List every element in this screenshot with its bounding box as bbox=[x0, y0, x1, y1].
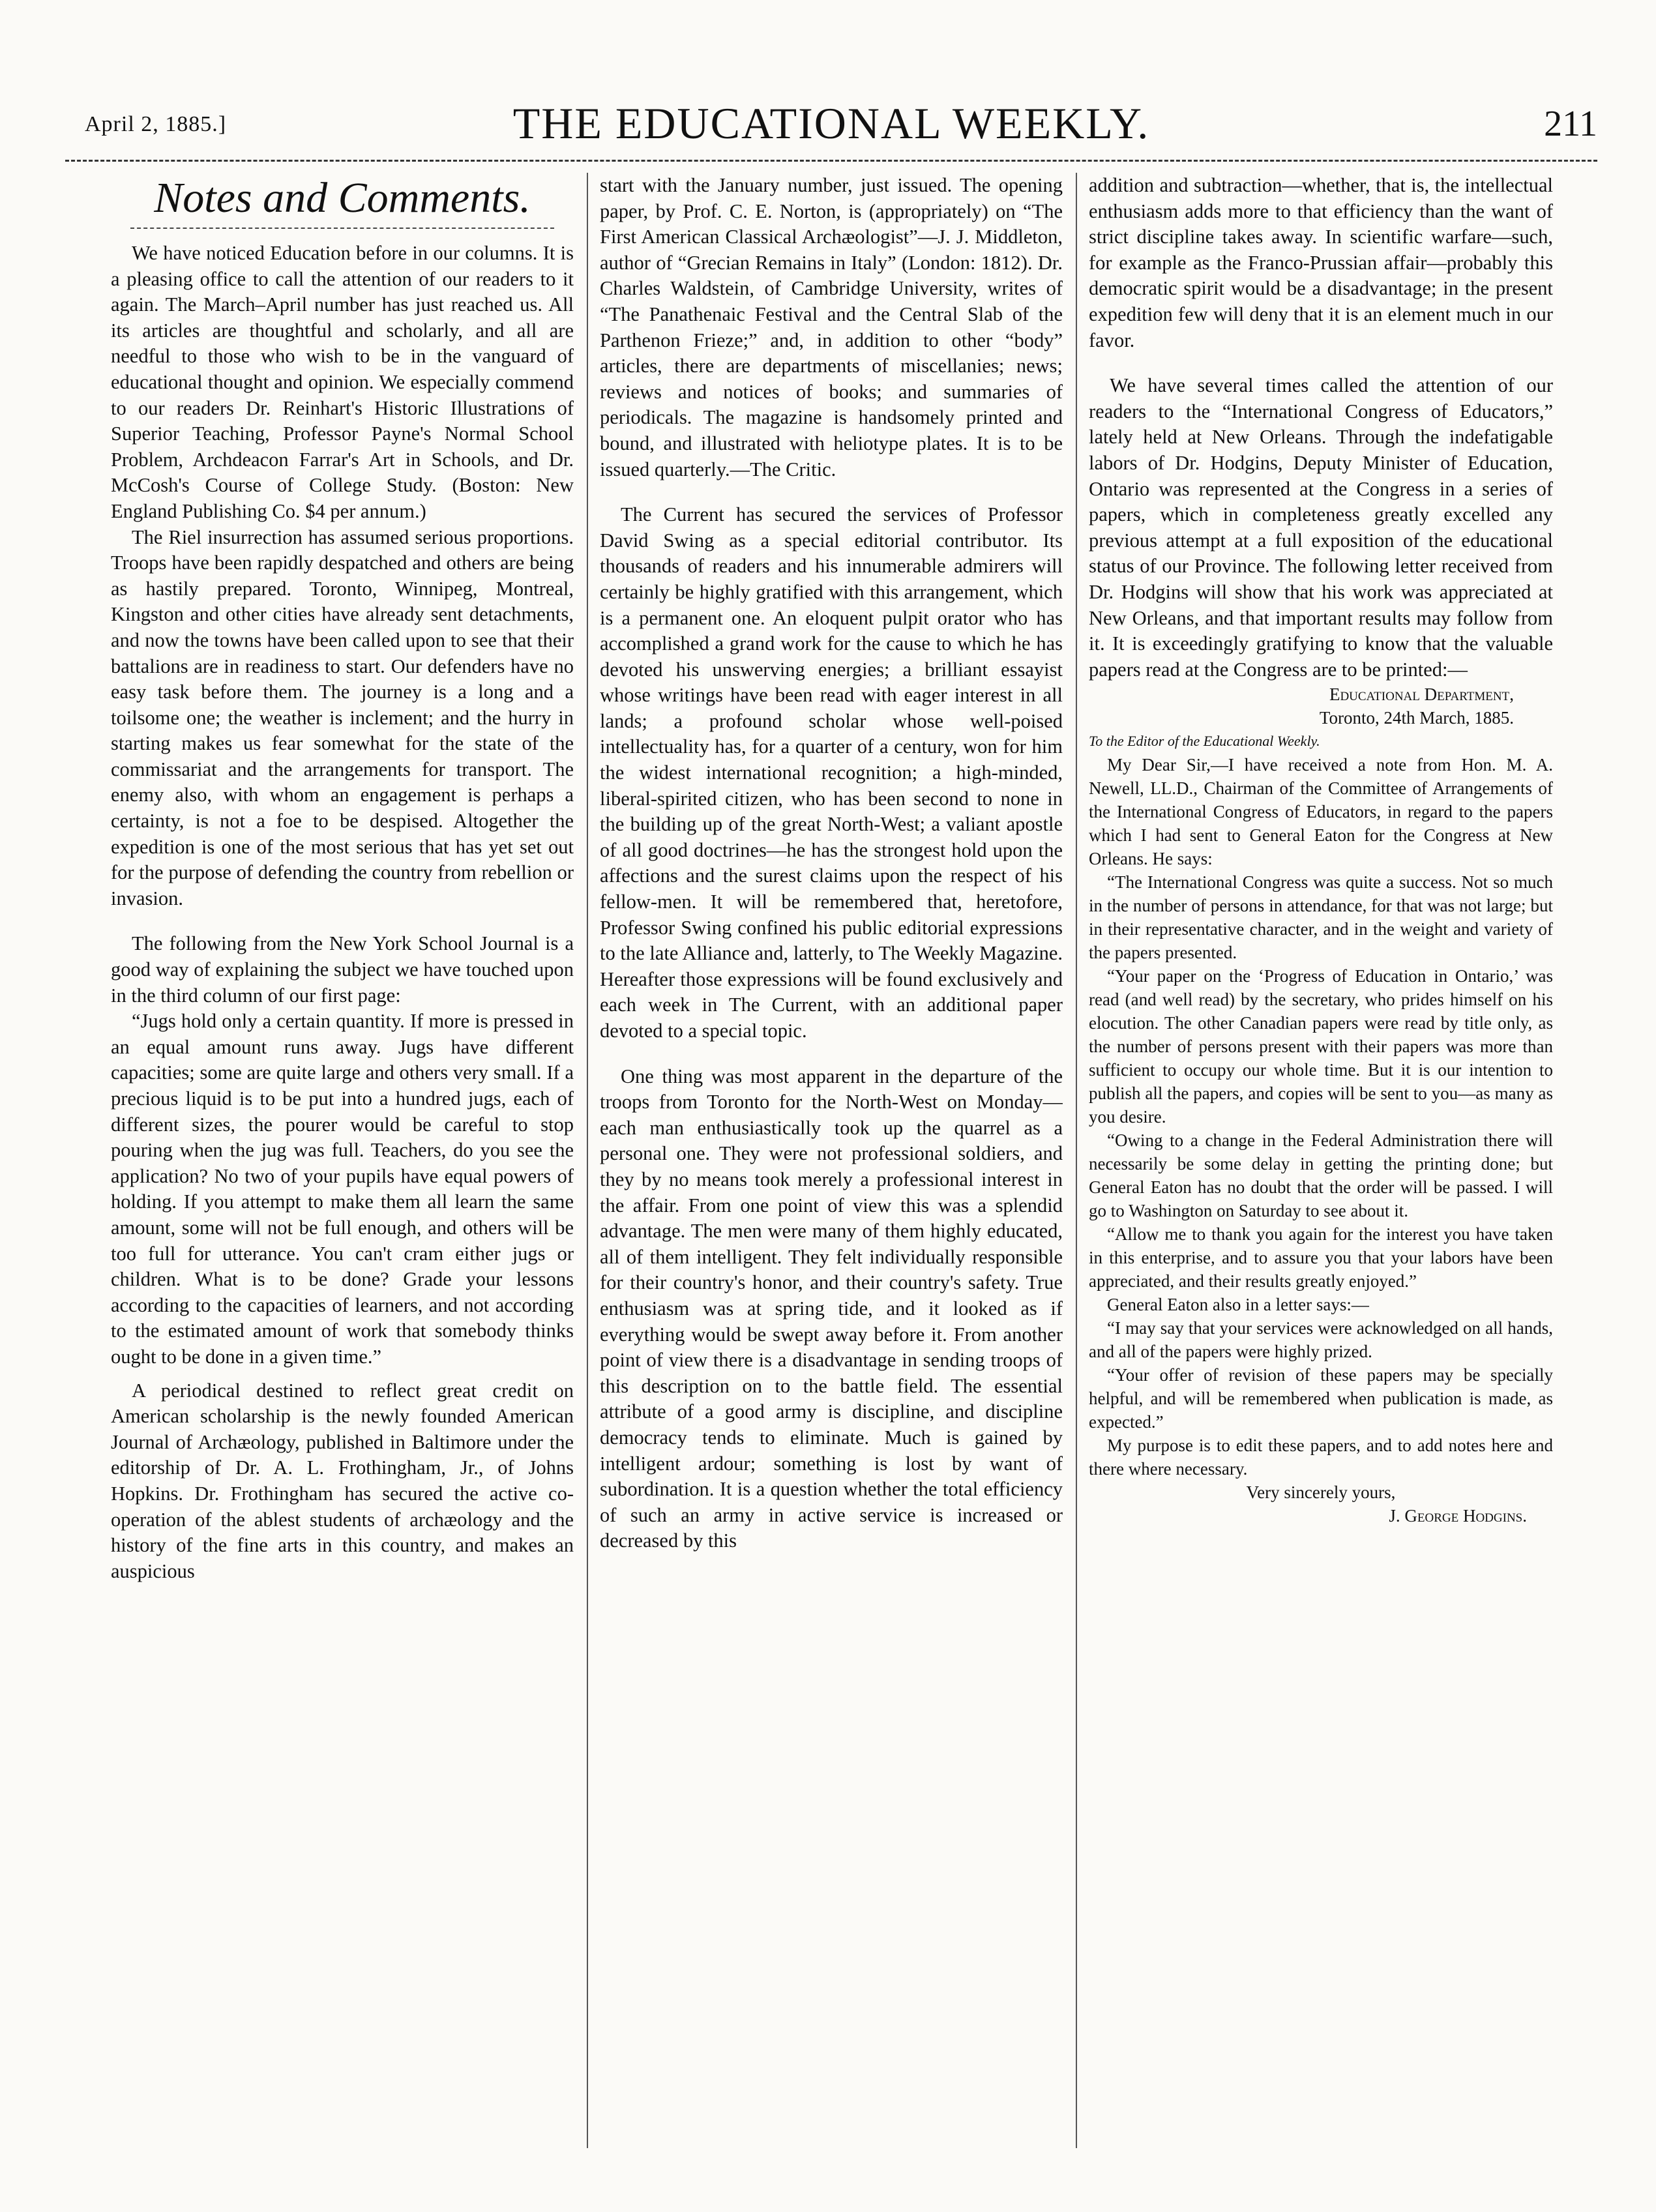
paragraph: We have noticed Education before in our columns. It is a pleasing office to call the attention of our readers to it again. The March–April number has just reached us. All its articles are thoughtful and scholarly, and all are needful to those who wish to be in the vanguard of educational thought and opinion. We especially commend to our readers Dr. Reinhart's Historic Illustrations of Superior Teaching, Professor Payne's Normal School Problem, Archdeacon Farrar's Art in Schools, and Dr. McCosh's Course of College Study. (Boston: New England Publishing Co. $4 per annum.) bbox=[111, 242, 574, 522]
letter-paragraph: General Eaton also in a letter says:— bbox=[1107, 1295, 1369, 1315]
title-rule bbox=[130, 228, 554, 229]
page-number: 211 bbox=[1544, 104, 1597, 144]
paragraph: addition and subtraction—whether, that is, the intellectual enthusiasm adds more to that efficiency than the want of strict discipline takes away. In scientific warfare—such, for example as the Franco-Prussian affair—probably this democratic spirit would be a disadvantage; in the present expedition few will deny that it is an element much in our favor. bbox=[1089, 174, 1553, 351]
letter-paragraph: “The International Congress was quite a success. Not so much in the number of persons in attendance, for that was not large; but in their representative character, and in the weight and variety of the papers presented. bbox=[1089, 872, 1553, 963]
letter-paragraph: “Your paper on the ‘Progress of Education in Ontario,’ was read (and well read) by the secretary, who prides himself on his elocution. The other Canadian papers were read by title only, as the number of persons present with their papers was more than sufficient to occupy our whole time. But it is our intention to publish all the papers, and copies will be sent to you—as many as you desire. bbox=[1089, 966, 1553, 1127]
letter-paragraph: “Your offer of revision of these papers may be specially helpful, and will be remembered when publication is made, as expected.” bbox=[1089, 1365, 1553, 1432]
column-divider bbox=[587, 173, 588, 2148]
letter-paragraph: “Allow me to thank you again for the interest you have taken in this enterprise, and to assure you that your labors have been appreciated, and their results greatly enjoyed.” bbox=[1089, 1224, 1553, 1291]
letter-closing: Very sincerely yours, bbox=[1246, 1482, 1396, 1503]
column-divider bbox=[1076, 173, 1077, 2148]
letter-signature: J. George Hodgins. bbox=[1389, 1506, 1527, 1526]
section-title: Notes and Comments. bbox=[154, 174, 531, 222]
paragraph: A periodical destined to reflect great credit on American scholarship is the newly founded American Journal of Archæology, published in Baltimore under the editorship of Dr. A. L. Frothingham, Jr., of Johns Hopkins. Dr. Frothingham has secured the active co-operation of the ablest students of archæology and the history of the fine arts in this country, and makes an auspicious bbox=[111, 1379, 574, 1582]
header-rule bbox=[65, 160, 1597, 162]
column-1 bbox=[111, 173, 574, 2148]
letter-paragraph: “I may say that your services were acknowledged on all hands, and all of the papers were highly prized. bbox=[1089, 1318, 1553, 1362]
paragraph: The Riel insurrection has assumed serious proportions. Troops have been rapidly despatched and others are being as hastily prepared. Toronto, Winnipeg, Montreal, Kingston and other cities have already sent detachments, and now the towns have been called upon to see that their battalions are in readiness to start. Our defenders have no easy task before them. The journey is a long and a toilsome one; the weather is inclement; and the hurry in starting makes us fear somewhat for the state of the commissariat and the arrangements for transport. The enemy also, with whom an engagement is perhaps a certainty, is not a foe to be despised. Altogether the expedition is one of the most serious that has yet set out for the purpose of defending the country from rebellion or invasion. bbox=[111, 525, 574, 909]
letter-paragraph: My Dear Sir,—I have received a note from Hon. M. A. Newell, LL.D., Chairman of the Committee of Arrangements of the International Congress of Educators, in regard to the papers which I had sent to General Eaton for the Congress at New Orleans. He says: bbox=[1089, 755, 1553, 869]
letter-paragraph: “Owing to a change in the Federal Administration there will necessarily be some delay in getting the printing done; but General Eaton has no doubt that the order will be passed. I will go to Washington on Saturday to see about it. bbox=[1089, 1130, 1553, 1221]
letter-dateline: Educational Department, bbox=[1329, 685, 1514, 705]
paragraph: The following from the New York School Journal is a good way of explaining the subject we have touched upon in the third column of our first page: bbox=[111, 932, 574, 1007]
paragraph: One thing was most apparent in the departure of the troops from Toronto for the North-West on Monday—each man enthusiastically took up the quarrel as a personal one. They were not professional soldiers, and they by no means took merely a professional interest in the affair. From one point of view this was a splendid advantage. The men were many of them highly educated, all of them intelligent. They felt individually responsible for their country's honor, and their country's safety. True enthusiasm was at spring tide, and it looked as if everything would be swept away before it. From another point of view there is a disadvantage in sending troops of this description on to the battle field. The essential attribute of a good army is discipline, and discipline democracy tends to eliminate. Much is gained by intelligent ardour; something is lost by want of subordination. It is a question whether the total efficiency of such an army in active service is increased or decreased by this bbox=[600, 1065, 1063, 1552]
issue-date: April 2, 1885.] bbox=[85, 112, 227, 136]
quoted-paragraph: “Jugs hold only a certain quantity. If more is pressed in an equal amount runs away. Jugs have different capacities; some are quite large and others very small. If a precious liquid is to be put into a hundred jugs, each of different sizes, the pourer would be careful to stop pouring when the jug was full. Teachers, do you see the application? No two of your pupils have equal powers of holding. If you attempt to make them all learn the same amount, some will not be full enough, and others will be too full for utterance. You can't cram either jugs or children. What is to be done? Grade your lessons according to the capacities of learners, and not according to the estimated amount of work that somebody thinks ought to be done in a given time.” bbox=[111, 1010, 574, 1368]
letter-addressee: To the Editor of the Educational Weekly. bbox=[1089, 733, 1320, 750]
paragraph: The Current has secured the services of Professor David Swing as a special editorial contributor. Its thousands of readers and his innumerable admirers will certainly be highly gratified with this arrangement, which is a permanent one. An eloquent pulpit orator who has accomplished a grand work for the cause to which he has devoted his unswerving energies; a brilliant essayist whose writings have been read with eager interest in all lands; a profound scholar whose well-poised intellectuality has, for a quarter of a century, won for him the widest international recognition; a high-minded, liberal-spirited citizen, who has been second to none in the building up of the great North-West; a valiant apostle of all good doctrines—he has the strongest hold upon the affections and the surest claims upon the respect of his fellow-men. It will be remembered that, heretofore, Professor Swing confined his public editorial expressions to the late Alliance and, latterly, to The Weekly Magazine. Hereafter those expressions will be found exclusively and each week in The Current, with an additional paper devoted to a special topic. bbox=[600, 503, 1063, 1042]
publication-title: THE EDUCATIONAL WEEKLY. bbox=[512, 98, 1150, 148]
paragraph: start with the January number, just issued. The opening paper, by Prof. C. E. Norton, is (appropriately) on “The First American Classical Archæologist”—J. J. Middleton, author of “Grecian Remains in Italy” (London: 1812). Dr. Charles Waldstein, of Cambridge University, writes of “The Panathenaic Festival and the Central Slab of the Parthenon Frieze;” and, in addition to other “body” articles, there are departments of miscellanies; news; reviews and notices of books; and summaries of periodicals. The magazine is handsomely printed and bound, and illustrated with heliotype plates. It is to be issued quarterly.—The Critic. bbox=[600, 174, 1063, 480]
page-header bbox=[65, 98, 1597, 150]
letter-date: Toronto, 24th March, 1885. bbox=[1319, 708, 1514, 728]
letter-paragraph: My purpose is to edit these papers, and to add notes here and there where necessary. bbox=[1089, 1436, 1553, 1479]
column-2 bbox=[600, 173, 1063, 2148]
letter bbox=[1089, 683, 1553, 1527]
paragraph: We have several times called the attention of our readers to the “International Congress of Educators,” lately held at New Orleans. Through the indefatigable labors of Dr. Hodgins, Deputy Minister of Education, Ontario was represented at the Congress in a series of papers, which in completeness greatly excelled any previous attempt at a full exposition of the educational status of our Province. The following letter received from Dr. Hodgins will show that his work was appreciated at New Orleans, and that important results may follow from it. It is exceedingly gratifying to know that the valuable papers read at the Congress are to be printed:— bbox=[1089, 374, 1553, 681]
column-3 bbox=[1089, 173, 1553, 2148]
